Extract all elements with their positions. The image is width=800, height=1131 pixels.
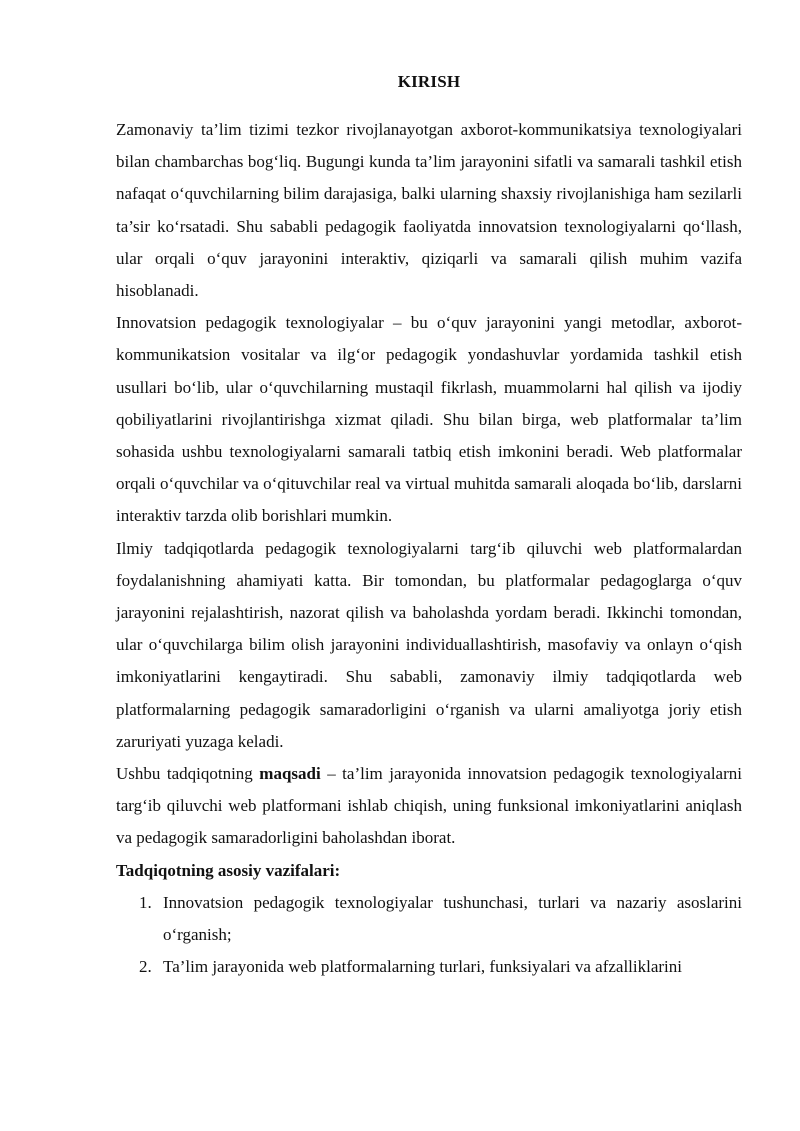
page-title: KIRISH	[397, 72, 461, 91]
purpose-lead-text: Ushbu tadqiqotning	[116, 764, 260, 784]
list-item	[116, 951, 742, 983]
paragraph-purpose	[116, 758, 742, 855]
list-item-text: Innovatsion pedagogik texnologiyalar tushunchasi, turlari va nazariy asoslarini o‘rganish;	[163, 892, 742, 945]
list-item	[116, 887, 742, 951]
purpose-body-text: – ta’lim jarayonida innovatsion pedagogik texnologiyalarni targ‘ib qiluvchi web platformani ishlab chiqish, uning funksional imkoniyatlarini aniqlash va pedagogik samaradorligini baholashdan iborat.	[116, 764, 742, 848]
document-page	[116, 72, 742, 983]
tasks-list	[116, 887, 742, 984]
list-item-text: Ta’lim jarayonida web platformalarning turlari, funksiyalari va afzalliklarini	[163, 957, 682, 977]
tasks-heading: Tadqiqotning asosiy vazifalari:	[116, 860, 341, 880]
paragraph-intro: Zamonaviy ta’lim tizimi tezkor rivojlanayotgan axborot-kommunikatsiya texnologiyalari bilan chambarchas bog‘liq. Bugungi kunda ta’lim jarayonini sifatli va samarali tashkil etish nafaqat o‘quvchilarning bilim darajasiga, balki ularning shaxsiy rivojlanishiga ham sezilarli ta’sir ko‘rsatadi. Shu sababli pedagogik faoliyatda innovatsion texnologiyalarni qo‘llash, ular orqali o‘quv jarayonini interaktiv, qiziqarli va samarali qilish muhim vazifa hisoblanadi.	[116, 120, 742, 301]
paragraph-innovative-technologies: Innovatsion pedagogik texnologiyalar – bu o‘quv jarayonini yangi metodlar, axborot-kommunikatsion vositalar va ilg‘or pedagogik yondashuvlar yordamida tashkil etish usullari bo‘lib, ular o‘quvchilarning mustaqil fikrlash, muammolarni hal qilish va ijodiy qobiliyatlarini rivojlantirishga xizmat qiladi. Shu bilan birga, web platformalar ta’lim sohasida ushbu texnologiyalarni samarali tatbiq etish imkonini beradi. Web platformalar orqali o‘quvchilar va o‘qituvchilar real va virtual muhitda samarali aloqada bo‘lib, darslarni interaktiv tarzda olib borishlari mumkin.	[116, 313, 742, 526]
list-item-number: 2.	[139, 957, 152, 977]
list-item-number: 1.	[139, 892, 152, 912]
paragraph-scientific-research: Ilmiy tadqiqotlarda pedagogik texnologiyalarni targ‘ib qiluvchi web platformalardan foydalanishning ahamiyati katta. Bir tomondan, bu platformalar pedagoglarga o‘quv jarayonini rejalashtirish, nazorat qilish va baholashda yordam beradi. Ikkinchi tomondan, ular o‘quvchilarga bilim olish jarayonini individuallashtirish, masofaviy va onlayn o‘qish imkoniyatlarini kengaytiradi. Shu sababli, zamonaviy ilmiy tadqiqotlarda web platformalarning pedagogik samaradorligini o‘rganish va ularni amaliyotga joriy etish zaruriyati yuzaga keladi.	[116, 538, 742, 751]
purpose-keyword: maqsadi	[259, 764, 321, 784]
